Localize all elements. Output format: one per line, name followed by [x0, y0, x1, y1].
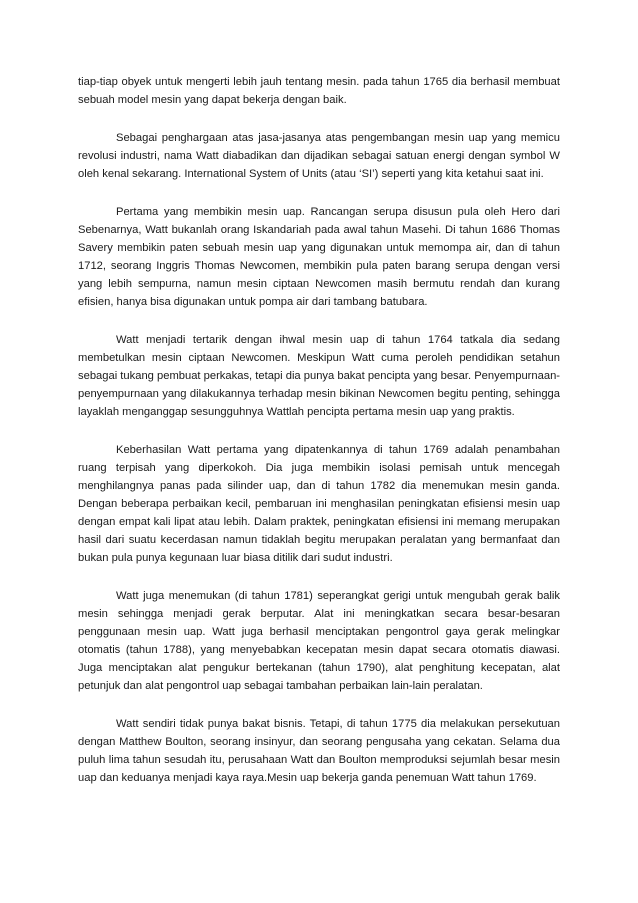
- paragraph-5: Keberhasilan Watt pertama yang dipatenkannya di tahun 1769 adalah penambahan ruang terpisah yang diperkokoh. Dia juga membikin isolasi pemisah untuk mencegah menghilangnya panas pada silinder uap, dan di tahun 1782 dia menemukan mesin ganda. Dengan beberapa perbaikan kecil, pembaruan ini menghasilan peningkatan efisiensi mesin uap dengan empat kali lipat atau lebih. Dalam praktek, peningkatan efisiensi ini memang merupakan hasil dari suatu kecerdasan namun tidaklah begitu merupakan peralatan yang bermanfaat dan bukan pula punya kegunaan luar biasa ditilik dari sudut industri.: [78, 444, 560, 564]
- paragraph-3: Pertama yang membikin mesin uap. Rancangan serupa disusun pula oleh Hero dari Sebenarnya, Watt bukanlah orang Iskandariah pada awal tahun Masehi. Di tahun 1686 Thomas Savery membikin paten sebuah mesin uap yang digunakan untuk memompa air, dan di tahun 1712, seorang Inggris Thomas Newcomen, membikin pula paten barang serupa dengan versi yang lebih sempurna, namun mesin ciptaan Newcomen masih bermutu rendah dan kurang efisien, hanya bisa digunakan untuk pompa air dari tambang batubara.: [78, 206, 560, 308]
- paragraph-4: Watt menjadi tertarik dengan ihwal mesin uap di tahun 1764 tatkala dia sedang membetulkan mesin ciptaan Newcomen. Meskipun Watt cuma peroleh pendidikan setahun sebagai tukang pembuat perkakas, tetapi dia punya bakat pencipta yang besar. Penyempurnaan-penyempurnaan yang dilakukannya terhadap mesin bikinan Newcomen begitu penting, sehingga layaklah menganggap sesungguhnya Wattlah pencipta pertama mesin uap yang praktis.: [78, 334, 561, 418]
- paragraph-1: tiap-tiap obyek untuk mengerti lebih jauh tentang mesin. pada tahun 1765 dia berhasil membuat sebuah model mesin yang dapat bekerja dengan baik.: [78, 76, 560, 106]
- paragraph-2: Sebagai penghargaan atas jasa-jasanya atas pengembangan mesin uap yang memicu revolusi industri, nama Watt diabadikan dan dijadikan sebagai satuan energi dengan symbol W oleh kenal sekarang. International System of Units (atau ‘SI’) seperti yang kita ketahui saat ini.: [78, 132, 560, 180]
- paragraph-6: Watt juga menemukan (di tahun 1781) seperangkat gerigi untuk mengubah gerak balik mesin sehingga menjadi gerak berputar. Alat ini meningkatkan secara besar-besaran penggunaan mesin uap. Watt juga berhasil menciptakan pengontrol gaya gerak melingkar otomatis (tahun 1788), yang menyebabkan kecepatan mesin dapat secara otomatis diawasi. Juga menciptakan alat pengukur bertekanan (tahun 1790), alat penghitung kecepatan, alat petunjuk dan alat pengontrol uap sebagai tambahan perbaikan lain-lain peralatan.: [78, 590, 560, 692]
- document-page: [78, 73, 560, 807]
- paragraph-7: Watt sendiri tidak punya bakat bisnis. Tetapi, di tahun 1775 dia melakukan persekutuan dengan Matthew Boulton, seorang insinyur, dan seorang pengusaha yang cekatan. Selama dua puluh lima tahun sesudah itu, perusahaan Watt dan Boulton memproduksi sejumlah besar mesin uap dan keduanya menjadi kaya raya.Mesin uap bekerja ganda penemuan Watt tahun 1769.: [78, 718, 560, 784]
